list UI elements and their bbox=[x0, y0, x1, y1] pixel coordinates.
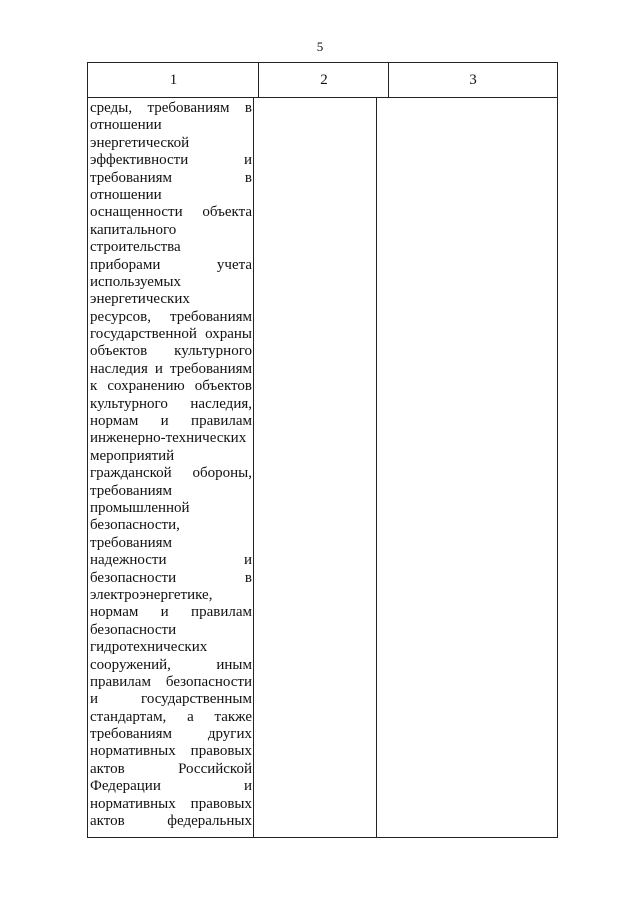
cell-text-line: безопасности, bbox=[90, 517, 180, 534]
cell-text-line: энергетических bbox=[90, 291, 190, 308]
cell-text-line: безопасности bbox=[90, 621, 177, 638]
cell-text-line: безопасности в bbox=[90, 569, 252, 586]
cell-text-line: актов федеральных bbox=[90, 813, 252, 830]
cell-text-line: энергетической bbox=[90, 134, 190, 151]
cell-text-line: нормативных правовых bbox=[90, 795, 252, 812]
table-cell-col-3 bbox=[378, 99, 556, 835]
header-divider-2 bbox=[388, 63, 389, 98]
cell-text-line: ресурсов, требованиям bbox=[90, 308, 252, 325]
cell-text-line: объектов культурного bbox=[90, 343, 252, 360]
cell-text-line: промышленной bbox=[90, 499, 190, 516]
table-header-row bbox=[88, 63, 557, 98]
cell-text-line: Федерации и bbox=[90, 778, 252, 795]
cell-text-line: инженерно-технических bbox=[90, 430, 247, 447]
cell-text-line: требованиям bbox=[90, 534, 173, 551]
cell-text-line: отношении bbox=[90, 117, 162, 134]
cell-text-line: надежности и bbox=[90, 552, 252, 569]
cell-text-line: сооружений, иным bbox=[90, 656, 252, 673]
cell-text-line: требованиям других bbox=[90, 726, 252, 743]
cell-text-line: оснащенности объекта bbox=[90, 204, 252, 221]
cell-text-line: актов Российской bbox=[90, 760, 252, 777]
page-number: 5 bbox=[316, 39, 324, 54]
cell-text-line: нормам и правилам bbox=[90, 604, 252, 621]
cell-text-line: гидротехнических bbox=[90, 639, 208, 656]
column-divider-1 bbox=[253, 98, 254, 837]
cell-text-line: используемых bbox=[90, 273, 181, 290]
cell-text-line: мероприятий bbox=[90, 447, 175, 464]
cell-text-line: требованиям в bbox=[90, 169, 252, 186]
cell-text-line: наследия и требованиям bbox=[90, 360, 252, 377]
cell-text-line: культурного наследия, bbox=[90, 395, 252, 412]
cell-text-line: требованиям bbox=[90, 482, 173, 499]
header-col-1: 1 bbox=[169, 72, 178, 88]
cell-text-line: нормам и правилам bbox=[90, 413, 252, 430]
cell-text-line: и государственным bbox=[90, 691, 252, 708]
cell-text-line: капитального bbox=[90, 221, 177, 238]
cell-text-line: приборами учета bbox=[90, 256, 252, 273]
header-col-3: 3 bbox=[469, 72, 477, 88]
cell-text-line: гражданской обороны, bbox=[90, 465, 252, 482]
table-cell-col-1 bbox=[90, 100, 252, 830]
cell-text-line: строительства bbox=[90, 239, 181, 256]
column-divider-2 bbox=[376, 98, 377, 837]
document-table bbox=[87, 62, 558, 838]
cell-text-line: нормативных правовых bbox=[90, 743, 252, 760]
cell-text-line: среды, требованиям в bbox=[90, 100, 252, 116]
cell-text-line: к сохранению объектов bbox=[90, 378, 252, 395]
cell-text-line: эффективности и bbox=[90, 152, 252, 169]
table-cell-col-2 bbox=[255, 99, 375, 835]
cell-text-line: стандартам, а также bbox=[90, 708, 252, 725]
cell-text-line: правилам безопасности bbox=[90, 673, 252, 690]
header-col-2: 2 bbox=[320, 72, 328, 88]
cell-text-line: государственной охраны bbox=[90, 326, 252, 343]
cell-text-line: отношении bbox=[90, 186, 162, 203]
header-divider-1 bbox=[258, 63, 259, 98]
cell-text-line: электроэнергетике, bbox=[90, 586, 213, 603]
